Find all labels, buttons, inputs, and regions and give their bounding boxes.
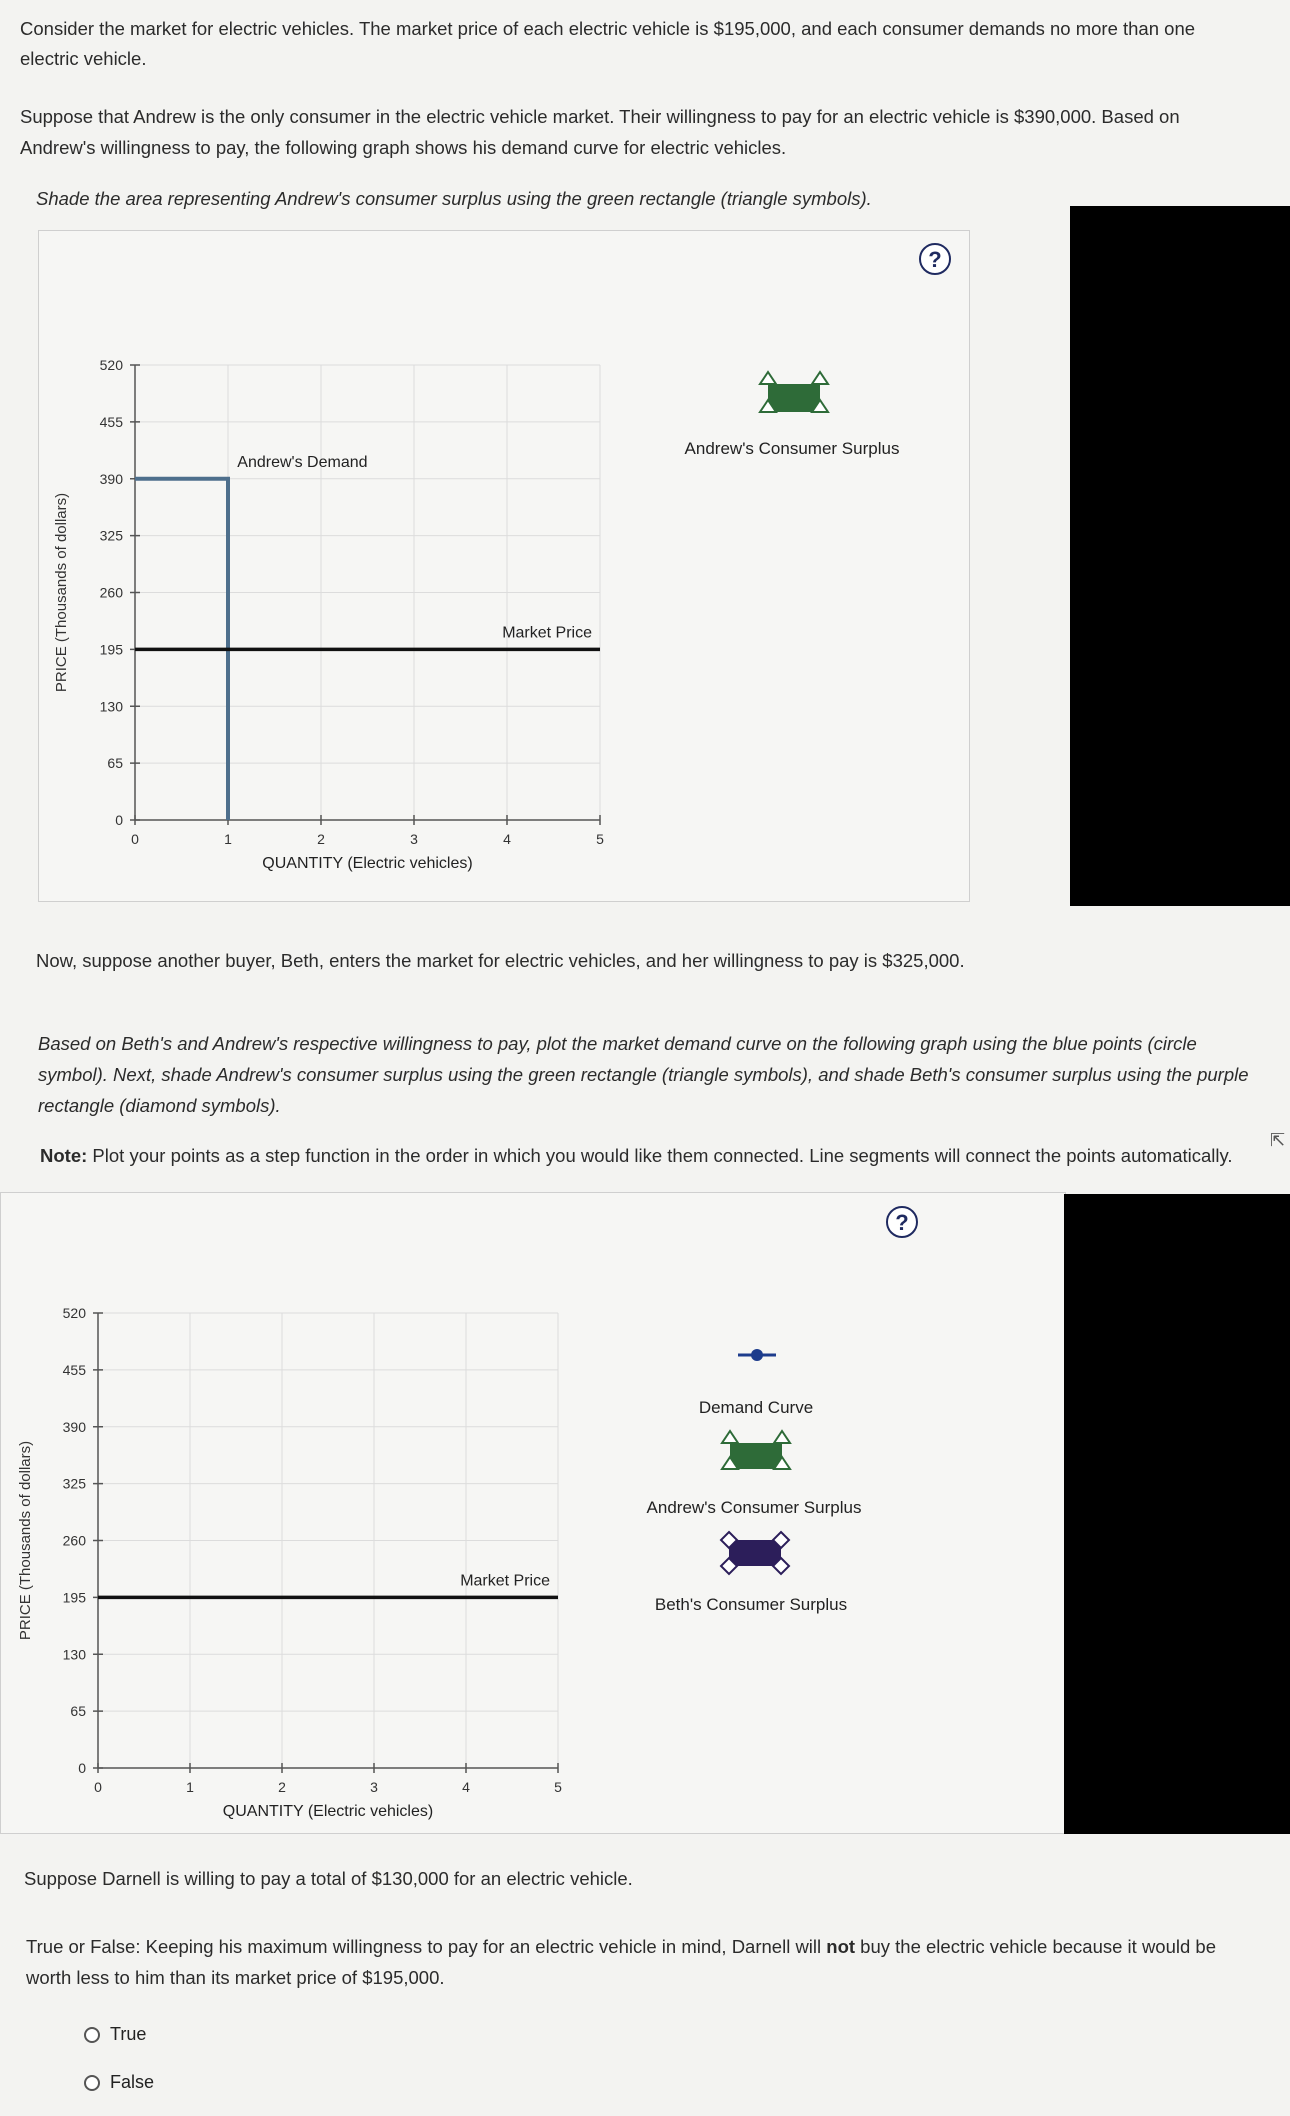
beth-plot-line-2: symbol). Next, shade Andrew's consumer surplus using the green rectangle (triangle symbols), and shade Beth's consumer surplus using the purple xyxy=(38,1064,1249,1085)
question-part-c: buy the electric vehicle because it would be xyxy=(855,1936,1217,1957)
x-axis-label: QUANTITY (Electric vehicles) xyxy=(222,1803,434,1820)
y-axis-label: PRICE (Thousands of dollars) xyxy=(53,492,70,693)
legend-andrew-surplus-icon-2[interactable] xyxy=(722,1431,790,1469)
y-tick-label: 455 xyxy=(62,1361,86,1378)
y-tick-label: 520 xyxy=(62,1305,86,1321)
option-false-label: False xyxy=(110,2072,155,2092)
andrew-line-2: Andrew's willingness to pay, the following graph shows his demand curve for electric vehicles. xyxy=(20,137,787,158)
x-tick-label: 1 xyxy=(224,831,232,847)
x-tick-label: 4 xyxy=(462,1779,470,1795)
y-tick-label: 0 xyxy=(115,812,123,828)
y-tick-label: 325 xyxy=(62,1475,86,1492)
legend-andrew-surplus-label-2: Andrew's Consumer Surplus xyxy=(646,1498,862,1517)
question-part-a: True or False: Keeping his maximum willingness to pay for an electric vehicle in mind, Darnell will xyxy=(26,1936,827,1957)
y-axis-label: PRICE (Thousands of dollars) xyxy=(17,1440,34,1641)
beth-plot-line-3: rectangle (diamond symbols). xyxy=(38,1095,281,1116)
help-icon-2[interactable]: ? xyxy=(886,1206,918,1238)
note-label: Note: xyxy=(40,1145,88,1166)
x-tick-label: 0 xyxy=(94,1779,102,1795)
question-line-2: worth less to him than its market price of $195,000. xyxy=(26,1967,445,1988)
market-price-label: Market Price xyxy=(502,624,592,642)
legend-andrew-surplus-label: Andrew's Consumer Surplus xyxy=(684,439,900,458)
y-tick-label: 195 xyxy=(99,641,123,658)
y-tick-label: 260 xyxy=(62,1532,86,1549)
darnell-text: Suppose Darnell is willing to pay a total of $130,000 for an electric vehicle. xyxy=(24,1868,633,1889)
legend-beth-surplus-label: Beth's Consumer Surplus xyxy=(654,1595,848,1614)
x-tick-label: 5 xyxy=(596,831,604,847)
radio-false[interactable] xyxy=(84,2075,100,2091)
y-tick-label: 130 xyxy=(99,698,123,715)
x-tick-label: 3 xyxy=(410,831,418,847)
legend-demand-curve-icon[interactable] xyxy=(738,1349,776,1361)
y-tick-label: 0 xyxy=(78,1760,86,1776)
y-tick-label: 390 xyxy=(62,1418,86,1435)
note-body: Plot your points as a step function in the order in which you would like them connected. Line segments will connect the points automatically. xyxy=(87,1145,1233,1166)
y-tick-label: 455 xyxy=(99,413,123,430)
y-tick-label: 520 xyxy=(99,357,123,373)
x-tick-label: 2 xyxy=(317,831,325,847)
intro-line-1: Consider the market for electric vehicles. The market price of each electric vehicle is $195,000, and each consumer demands no more than one xyxy=(20,18,1196,39)
shade-instruction: Shade the area representing Andrew's consumer surplus using the green rectangle (triangle symbols). xyxy=(36,188,872,209)
question-line-1 xyxy=(26,1930,1216,1963)
x-tick-label: 0 xyxy=(131,831,139,847)
legend-beth-surplus-icon[interactable] xyxy=(721,1532,789,1574)
y-tick-label: 195 xyxy=(62,1589,86,1606)
x-tick-label: 4 xyxy=(503,831,511,847)
x-tick-label: 3 xyxy=(370,1779,378,1795)
beth-enter-text: Now, suppose another buyer, Beth, enters the market for electric vehicles, and her willingness to pay is $325,000. xyxy=(36,950,965,971)
beth-plot-line-1: Based on Beth's and Andrew's respective willingness to pay, plot the market demand curve on the following graph using the blue points (circle xyxy=(38,1033,1197,1054)
radio-true[interactable] xyxy=(84,2027,100,2043)
y-tick-label: 325 xyxy=(99,527,123,544)
andrew-demand-label: Andrew's Demand xyxy=(237,453,368,471)
y-tick-label: 65 xyxy=(70,1703,86,1720)
y-tick-label: 65 xyxy=(107,755,123,772)
option-true[interactable] xyxy=(84,2024,146,2045)
market-price-label: Market Price xyxy=(460,1572,550,1590)
x-tick-label: 1 xyxy=(186,1779,194,1795)
y-tick-label: 130 xyxy=(62,1646,86,1663)
x-axis-label: QUANTITY (Electric vehicles) xyxy=(262,855,473,872)
x-tick-label: 2 xyxy=(278,1779,286,1795)
option-true-label: True xyxy=(110,2024,147,2044)
intro-line-2: electric vehicle. xyxy=(20,48,147,69)
x-tick-label: 5 xyxy=(554,1779,562,1795)
help-icon[interactable]: ? xyxy=(919,243,951,275)
cursor-icon: ⇱ xyxy=(1270,1130,1286,1150)
andrew-line-1: Suppose that Andrew is the only consumer in the electric vehicle market. Their willingness to pay for an electric vehicle is $390,000. Based on xyxy=(20,106,1180,127)
question-emphasis: not xyxy=(826,1936,856,1957)
legend-demand-curve-label: Demand Curve xyxy=(698,1398,814,1417)
option-false[interactable] xyxy=(84,2072,154,2093)
y-tick-label: 260 xyxy=(99,584,123,601)
y-tick-label: 390 xyxy=(99,470,123,487)
